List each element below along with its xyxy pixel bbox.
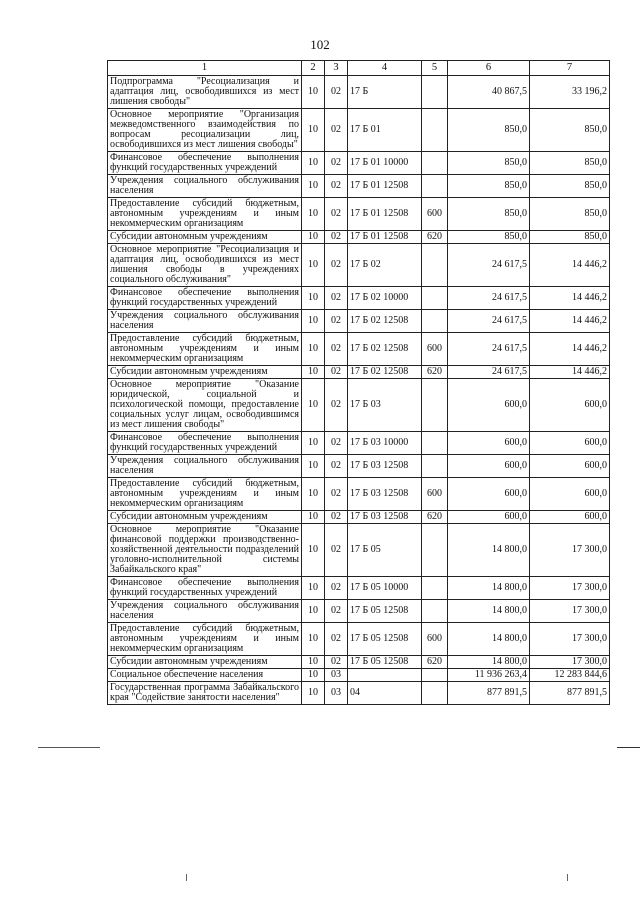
table-row [108, 478, 610, 511]
row-section-code: 10 [302, 669, 325, 682]
row-target-article: 17 Б 01 [348, 109, 422, 152]
table-row [108, 333, 610, 366]
row-target-article: 17 Б 02 12508 [348, 366, 422, 379]
table-row [108, 669, 610, 682]
table-row [108, 287, 610, 310]
row-target-article [348, 669, 422, 682]
table-row [108, 244, 610, 287]
row-name: Предоставление субсидий бюджетным, автономным учреждениям и иным некоммерческим организациям [108, 198, 302, 231]
row-amount-col7: 600,0 [530, 432, 610, 455]
row-name: Учреждения социального обслуживания населения [108, 175, 302, 198]
row-subsection-code: 03 [325, 682, 348, 705]
row-name: Учреждения социального обслуживания населения [108, 310, 302, 333]
row-subsection-code: 02 [325, 577, 348, 600]
row-target-article: 17 Б 05 12508 [348, 600, 422, 623]
table-header-row [108, 61, 610, 76]
scan-artifact-tick-left [186, 874, 187, 881]
row-amount-col6: 600,0 [448, 379, 530, 432]
row-section-code: 10 [302, 656, 325, 669]
row-amount-col7: 14 446,2 [530, 287, 610, 310]
table-row [108, 198, 610, 231]
row-section-code: 10 [302, 366, 325, 379]
row-amount-col6: 877 891,5 [448, 682, 530, 705]
table-row [108, 511, 610, 524]
row-section-code: 10 [302, 287, 325, 310]
row-amount-col7: 850,0 [530, 231, 610, 244]
row-expense-type [422, 244, 448, 287]
header-col-6: 6 [448, 61, 530, 76]
row-section-code: 10 [302, 379, 325, 432]
row-amount-col6: 850,0 [448, 198, 530, 231]
table-row [108, 231, 610, 244]
row-expense-type [422, 175, 448, 198]
row-subsection-code: 02 [325, 379, 348, 432]
row-target-article: 17 Б 03 [348, 379, 422, 432]
row-section-code: 10 [302, 333, 325, 366]
row-target-article: 17 Б 05 12508 [348, 623, 422, 656]
row-name: Субсидии автономным учреждениям [108, 231, 302, 244]
row-target-article: 17 Б 02 10000 [348, 287, 422, 310]
row-name: Подпрограмма "Ресоциализация и адаптация лиц, освободившихся из мест лишения свободы" [108, 76, 302, 109]
row-amount-col6: 850,0 [448, 109, 530, 152]
row-amount-col6: 40 867,5 [448, 76, 530, 109]
table-row [108, 432, 610, 455]
row-section-code: 10 [302, 231, 325, 244]
row-subsection-code: 02 [325, 366, 348, 379]
row-amount-col6: 850,0 [448, 175, 530, 198]
row-amount-col7: 850,0 [530, 198, 610, 231]
row-subsection-code: 03 [325, 669, 348, 682]
row-target-article: 17 Б [348, 76, 422, 109]
row-expense-type [422, 432, 448, 455]
row-amount-col6: 24 617,5 [448, 333, 530, 366]
row-amount-col6: 24 617,5 [448, 244, 530, 287]
row-expense-type [422, 379, 448, 432]
row-expense-type [422, 682, 448, 705]
row-name: Государственная программа Забайкальского края "Содействие занятости населения" [108, 682, 302, 705]
row-expense-type [422, 455, 448, 478]
row-name: Предоставление субсидий бюджетным, автономным учреждениям и иным некоммерческим организациям [108, 478, 302, 511]
row-amount-col7: 14 446,2 [530, 366, 610, 379]
row-amount-col6: 600,0 [448, 455, 530, 478]
row-target-article: 17 Б 05 10000 [348, 577, 422, 600]
row-amount-col6: 14 800,0 [448, 623, 530, 656]
row-subsection-code: 02 [325, 511, 348, 524]
row-subsection-code: 02 [325, 310, 348, 333]
row-expense-type [422, 76, 448, 109]
budget-table [107, 60, 610, 705]
row-amount-col7: 14 446,2 [530, 310, 610, 333]
row-target-article: 17 Б 03 12508 [348, 511, 422, 524]
header-col-1: 1 [108, 61, 302, 76]
row-amount-col7: 850,0 [530, 175, 610, 198]
row-target-article: 17 Б 05 [348, 524, 422, 577]
header-col-3: 3 [325, 61, 348, 76]
row-subsection-code: 02 [325, 656, 348, 669]
row-amount-col6: 24 617,5 [448, 287, 530, 310]
row-amount-col7: 17 300,0 [530, 600, 610, 623]
row-amount-col6: 11 936 263,4 [448, 669, 530, 682]
row-subsection-code: 02 [325, 244, 348, 287]
row-name: Субсидии автономным учреждениям [108, 511, 302, 524]
table-row [108, 682, 610, 705]
row-name: Финансовое обеспечение выполнения функций государственных учреждений [108, 577, 302, 600]
row-subsection-code: 02 [325, 198, 348, 231]
row-section-code: 10 [302, 432, 325, 455]
row-name: Учреждения социального обслуживания населения [108, 600, 302, 623]
row-amount-col7: 14 446,2 [530, 333, 610, 366]
header-col-7: 7 [530, 61, 610, 76]
row-subsection-code: 02 [325, 432, 348, 455]
row-amount-col6: 24 617,5 [448, 366, 530, 379]
row-name: Предоставление субсидий бюджетным, автономным учреждениям и иным некоммерческим организациям [108, 333, 302, 366]
row-subsection-code: 02 [325, 600, 348, 623]
row-name: Основное мероприятие "Оказание юридической, социальной и психологической помощи, предоставление социальных услуг лицам, освободившимся из мест лишения свободы" [108, 379, 302, 432]
table-row [108, 366, 610, 379]
row-amount-col6: 600,0 [448, 432, 530, 455]
row-section-code: 10 [302, 76, 325, 109]
row-amount-col6: 850,0 [448, 152, 530, 175]
row-amount-col6: 14 800,0 [448, 524, 530, 577]
row-section-code: 10 [302, 577, 325, 600]
row-target-article: 17 Б 02 12508 [348, 310, 422, 333]
row-amount-col7: 17 300,0 [530, 577, 610, 600]
row-amount-col6: 14 800,0 [448, 577, 530, 600]
row-amount-col6: 600,0 [448, 478, 530, 511]
row-amount-col6: 14 800,0 [448, 600, 530, 623]
row-section-code: 10 [302, 152, 325, 175]
row-amount-col7: 600,0 [530, 455, 610, 478]
row-target-article: 17 Б 02 [348, 244, 422, 287]
row-section-code: 10 [302, 109, 325, 152]
row-amount-col7: 14 446,2 [530, 244, 610, 287]
row-subsection-code: 02 [325, 623, 348, 656]
row-expense-type: 620 [422, 231, 448, 244]
row-section-code: 10 [302, 600, 325, 623]
row-subsection-code: 02 [325, 455, 348, 478]
table-row [108, 76, 610, 109]
row-expense-type [422, 287, 448, 310]
row-target-article: 17 Б 03 10000 [348, 432, 422, 455]
row-subsection-code: 02 [325, 231, 348, 244]
row-section-code: 10 [302, 478, 325, 511]
row-name: Финансовое обеспечение выполнения функций государственных учреждений [108, 287, 302, 310]
row-amount-col7: 17 300,0 [530, 656, 610, 669]
row-amount-col7: 600,0 [530, 478, 610, 511]
row-amount-col6: 850,0 [448, 231, 530, 244]
row-section-code: 10 [302, 244, 325, 287]
row-section-code: 10 [302, 682, 325, 705]
row-name: Основное мероприятие "Оказание финансовой поддержки производственно-хозяйственной деятельности подразделений уголовно-исполнительной системы Забайкальского края" [108, 524, 302, 577]
row-expense-type: 600 [422, 623, 448, 656]
row-expense-type [422, 109, 448, 152]
row-section-code: 10 [302, 623, 325, 656]
table-row [108, 455, 610, 478]
table-row [108, 623, 610, 656]
row-subsection-code: 02 [325, 76, 348, 109]
page-number: 102 [310, 37, 330, 52]
row-amount-col7: 33 196,2 [530, 76, 610, 109]
table-row [108, 577, 610, 600]
row-amount-col7: 12 283 844,6 [530, 669, 610, 682]
row-name: Социальное обеспечение населения [108, 669, 302, 682]
row-name: Основное мероприятие "Организация межведомственного взаимодействия по вопросам ресоциализации лиц, освободившихся из мест лишения свободы" [108, 109, 302, 152]
header-col-5: 5 [422, 61, 448, 76]
row-amount-col7: 17 300,0 [530, 524, 610, 577]
row-subsection-code: 02 [325, 333, 348, 366]
row-subsection-code: 02 [325, 109, 348, 152]
row-target-article: 17 Б 01 10000 [348, 152, 422, 175]
row-target-article: 17 Б 01 12508 [348, 175, 422, 198]
row-subsection-code: 02 [325, 152, 348, 175]
row-amount-col7: 850,0 [530, 109, 610, 152]
table-row [108, 524, 610, 577]
scan-artifact-line-left [38, 747, 100, 748]
row-amount-col6: 14 800,0 [448, 656, 530, 669]
row-name: Учреждения социального обслуживания населения [108, 455, 302, 478]
row-name: Финансовое обеспечение выполнения функций государственных учреждений [108, 152, 302, 175]
table-row [108, 310, 610, 333]
table-row [108, 600, 610, 623]
row-expense-type: 600 [422, 333, 448, 366]
row-section-code: 10 [302, 310, 325, 333]
row-target-article: 04 [348, 682, 422, 705]
row-section-code: 10 [302, 198, 325, 231]
row-amount-col6: 600,0 [448, 511, 530, 524]
row-expense-type [422, 600, 448, 623]
table-row [108, 152, 610, 175]
row-section-code: 10 [302, 175, 325, 198]
row-amount-col7: 17 300,0 [530, 623, 610, 656]
row-target-article: 17 Б 01 12508 [348, 198, 422, 231]
row-name: Предоставление субсидий бюджетным, автономным учреждениям и иным некоммерческим организациям [108, 623, 302, 656]
row-name: Основное мероприятие "Ресоциализация и адаптация лиц, освободившихся из мест лишения свободы в учреждениях социального обслуживания" [108, 244, 302, 287]
row-expense-type: 620 [422, 366, 448, 379]
row-expense-type [422, 669, 448, 682]
row-target-article: 17 Б 05 12508 [348, 656, 422, 669]
row-amount-col7: 600,0 [530, 379, 610, 432]
row-target-article: 17 Б 02 12508 [348, 333, 422, 366]
row-target-article: 17 Б 01 12508 [348, 231, 422, 244]
row-expense-type: 620 [422, 656, 448, 669]
row-amount-col7: 877 891,5 [530, 682, 610, 705]
row-expense-type: 620 [422, 511, 448, 524]
row-name: Субсидии автономным учреждениям [108, 656, 302, 669]
row-amount-col7: 600,0 [530, 511, 610, 524]
row-subsection-code: 02 [325, 175, 348, 198]
row-target-article: 17 Б 03 12508 [348, 455, 422, 478]
header-col-4: 4 [348, 61, 422, 76]
row-section-code: 10 [302, 524, 325, 577]
row-subsection-code: 02 [325, 287, 348, 310]
scan-artifact-line-right [617, 747, 640, 748]
row-amount-col6: 24 617,5 [448, 310, 530, 333]
row-name: Субсидии автономным учреждениям [108, 366, 302, 379]
row-section-code: 10 [302, 511, 325, 524]
table-row [108, 656, 610, 669]
row-expense-type [422, 524, 448, 577]
row-expense-type: 600 [422, 478, 448, 511]
row-target-article: 17 Б 03 12508 [348, 478, 422, 511]
row-expense-type [422, 310, 448, 333]
row-expense-type: 600 [422, 198, 448, 231]
row-subsection-code: 02 [325, 524, 348, 577]
row-amount-col7: 850,0 [530, 152, 610, 175]
header-col-2: 2 [302, 61, 325, 76]
row-subsection-code: 02 [325, 478, 348, 511]
table-body [108, 76, 610, 705]
row-name: Финансовое обеспечение выполнения функций государственных учреждений [108, 432, 302, 455]
row-expense-type [422, 577, 448, 600]
scan-artifact-tick-right [567, 874, 568, 881]
table-row [108, 379, 610, 432]
row-section-code: 10 [302, 455, 325, 478]
table-row [108, 175, 610, 198]
table-row [108, 109, 610, 152]
row-expense-type [422, 152, 448, 175]
